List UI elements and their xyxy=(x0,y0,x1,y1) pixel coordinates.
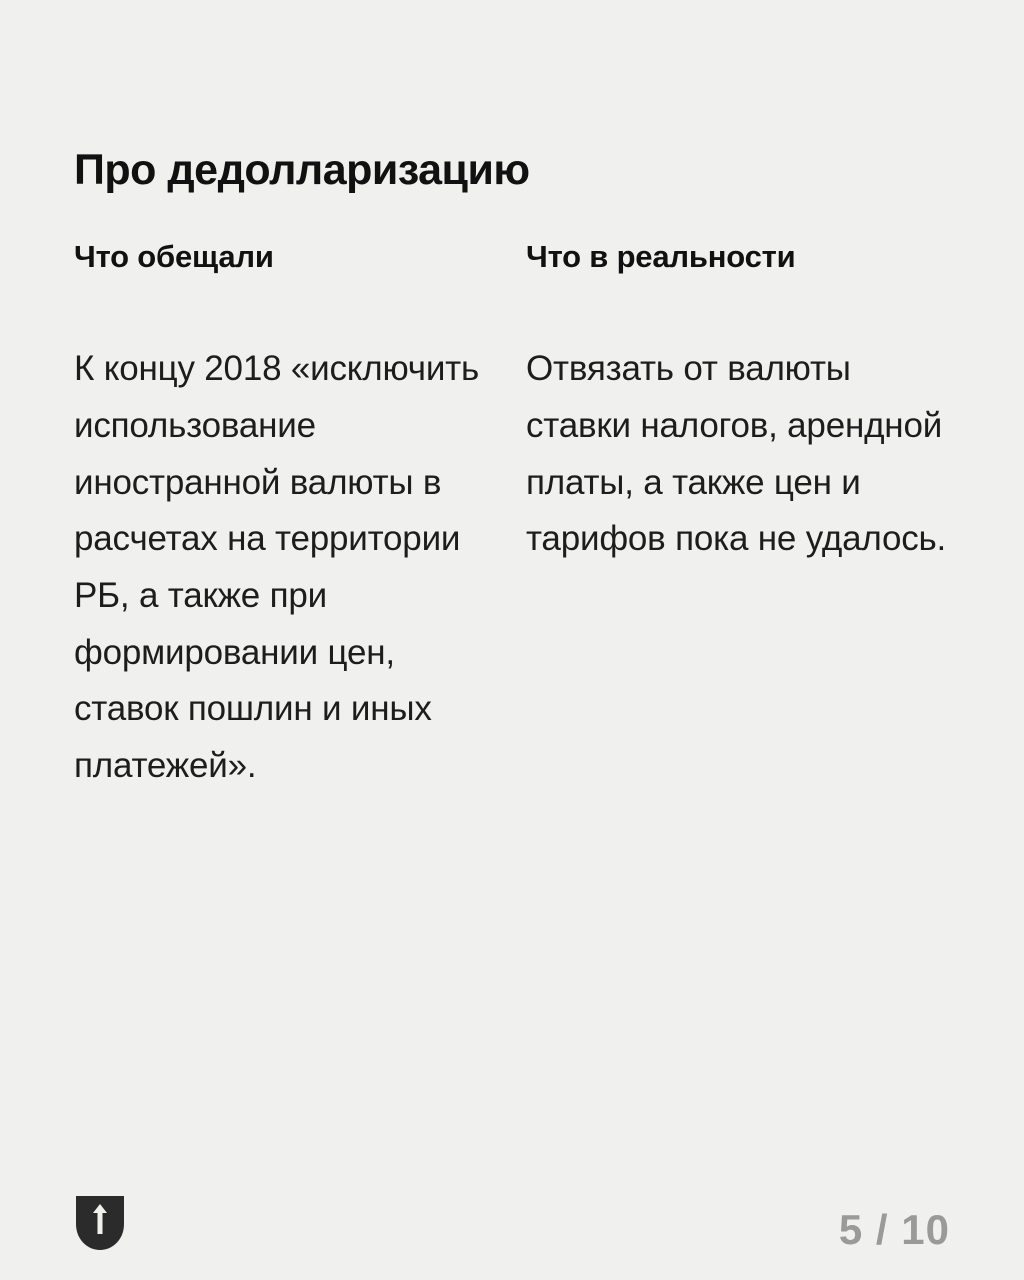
slide-footer xyxy=(0,1150,1024,1280)
anchor-logo-icon xyxy=(74,1194,126,1252)
page-indicator: 5 / 10 xyxy=(838,1206,950,1253)
page-title: Про дедолларизацию xyxy=(74,145,530,194)
column-promised xyxy=(74,238,526,795)
column-promised-heading: Что обещали xyxy=(74,239,274,274)
column-reality-heading: Что в реальности xyxy=(526,239,796,274)
two-column-comparison xyxy=(74,238,958,795)
column-reality xyxy=(526,238,958,795)
column-promised-body: К концу 2018 «исключить использование иностранной валюты в расчетах на территории РБ, а также при формировании цен, ставок пошлин и иных платежей». xyxy=(74,349,480,785)
column-reality-body: Отвязать от валюты ставки налогов, арендной платы, а также цен и тарифов пока не удалось. xyxy=(526,349,947,559)
